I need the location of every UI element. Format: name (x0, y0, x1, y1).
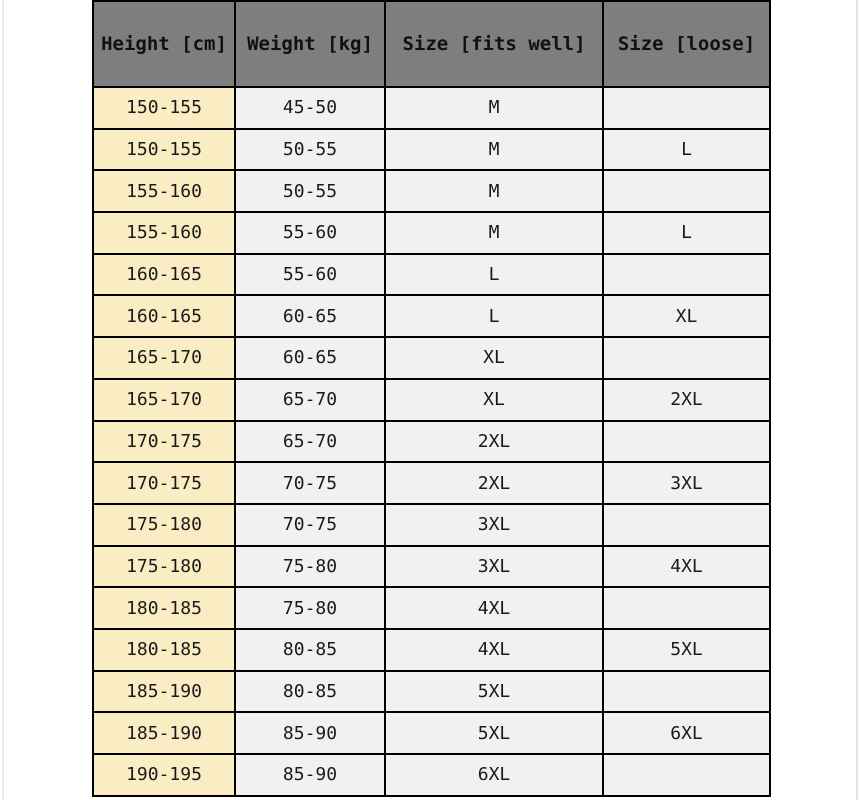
table-row (93, 379, 770, 421)
table-cell: 2XL (385, 421, 603, 463)
table-cell: 3XL (385, 546, 603, 588)
table-cell: 2XL (385, 462, 603, 504)
table-cell: M (385, 212, 603, 254)
table-row (93, 629, 770, 671)
table-cell: 165-170 (93, 379, 235, 421)
table-row (93, 295, 770, 337)
table-cell (603, 754, 770, 796)
table-row (93, 754, 770, 796)
table-cell (603, 671, 770, 713)
table-row (93, 546, 770, 588)
table-cell: 165-170 (93, 337, 235, 379)
table-cell: 6XL (603, 712, 770, 754)
table-cell: 6XL (385, 754, 603, 796)
table-cell: 75-80 (235, 546, 385, 588)
table-cell: L (385, 295, 603, 337)
header-cell: Size [loose] (603, 1, 770, 87)
table-cell: M (385, 87, 603, 129)
table-cell (603, 421, 770, 463)
table-cell: 65-70 (235, 421, 385, 463)
table-cell: 45-50 (235, 87, 385, 129)
table-cell: 60-65 (235, 295, 385, 337)
table-header (93, 1, 770, 87)
header-cell: Size [fits well] (385, 1, 603, 87)
table-cell: 185-190 (93, 712, 235, 754)
table-cell: 180-185 (93, 587, 235, 629)
size-chart-table (92, 0, 771, 797)
table-row (93, 421, 770, 463)
table-cell: 160-165 (93, 295, 235, 337)
table-cell: 85-90 (235, 754, 385, 796)
table-cell: M (385, 129, 603, 171)
table-cell: 50-55 (235, 170, 385, 212)
table-cell: 85-90 (235, 712, 385, 754)
table-cell: L (603, 212, 770, 254)
table-cell: 3XL (603, 462, 770, 504)
table-cell: 170-175 (93, 462, 235, 504)
table-cell (603, 254, 770, 296)
table-cell: 170-175 (93, 421, 235, 463)
table-cell: 5XL (385, 712, 603, 754)
table-row (93, 129, 770, 171)
table-cell: 3XL (385, 504, 603, 546)
table-cell (603, 170, 770, 212)
table-cell (603, 337, 770, 379)
table-cell: 180-185 (93, 629, 235, 671)
table-cell: 55-60 (235, 254, 385, 296)
table-row (93, 87, 770, 129)
table-row (93, 212, 770, 254)
header-cell: Height [cm] (93, 1, 235, 87)
table-cell: XL (385, 337, 603, 379)
table-body (93, 87, 770, 796)
table-cell: 185-190 (93, 671, 235, 713)
table-cell: XL (385, 379, 603, 421)
table-cell: 5XL (603, 629, 770, 671)
table-cell: 70-75 (235, 504, 385, 546)
table-cell: 60-65 (235, 337, 385, 379)
table-row (93, 254, 770, 296)
table-row (93, 462, 770, 504)
table-row (93, 671, 770, 713)
table-cell: 70-75 (235, 462, 385, 504)
table-cell: M (385, 170, 603, 212)
table-cell: 65-70 (235, 379, 385, 421)
table-cell: 155-160 (93, 212, 235, 254)
table-cell (603, 87, 770, 129)
table-cell: 150-155 (93, 87, 235, 129)
header-row (93, 1, 770, 87)
table-row (93, 337, 770, 379)
table-row (93, 587, 770, 629)
header-cell: Weight [kg] (235, 1, 385, 87)
table-cell: 4XL (385, 587, 603, 629)
table-cell: 175-180 (93, 504, 235, 546)
table-row (93, 504, 770, 546)
table-cell: 4XL (603, 546, 770, 588)
right-edge-line (856, 0, 858, 800)
table-cell: XL (603, 295, 770, 337)
table-cell: 150-155 (93, 129, 235, 171)
table-cell: 75-80 (235, 587, 385, 629)
table-cell: 160-165 (93, 254, 235, 296)
table-cell: 5XL (385, 671, 603, 713)
table-cell: 175-180 (93, 546, 235, 588)
table-cell: 55-60 (235, 212, 385, 254)
table-cell: 80-85 (235, 629, 385, 671)
table-cell: 50-55 (235, 129, 385, 171)
table-row (93, 170, 770, 212)
left-edge-line (2, 0, 4, 800)
table-cell: 2XL (603, 379, 770, 421)
table-cell: L (385, 254, 603, 296)
table-cell: L (603, 129, 770, 171)
table-row (93, 712, 770, 754)
table-cell: 4XL (385, 629, 603, 671)
table-cell: 190-195 (93, 754, 235, 796)
table-cell (603, 587, 770, 629)
table-cell: 155-160 (93, 170, 235, 212)
table-cell: 80-85 (235, 671, 385, 713)
table-cell (603, 504, 770, 546)
